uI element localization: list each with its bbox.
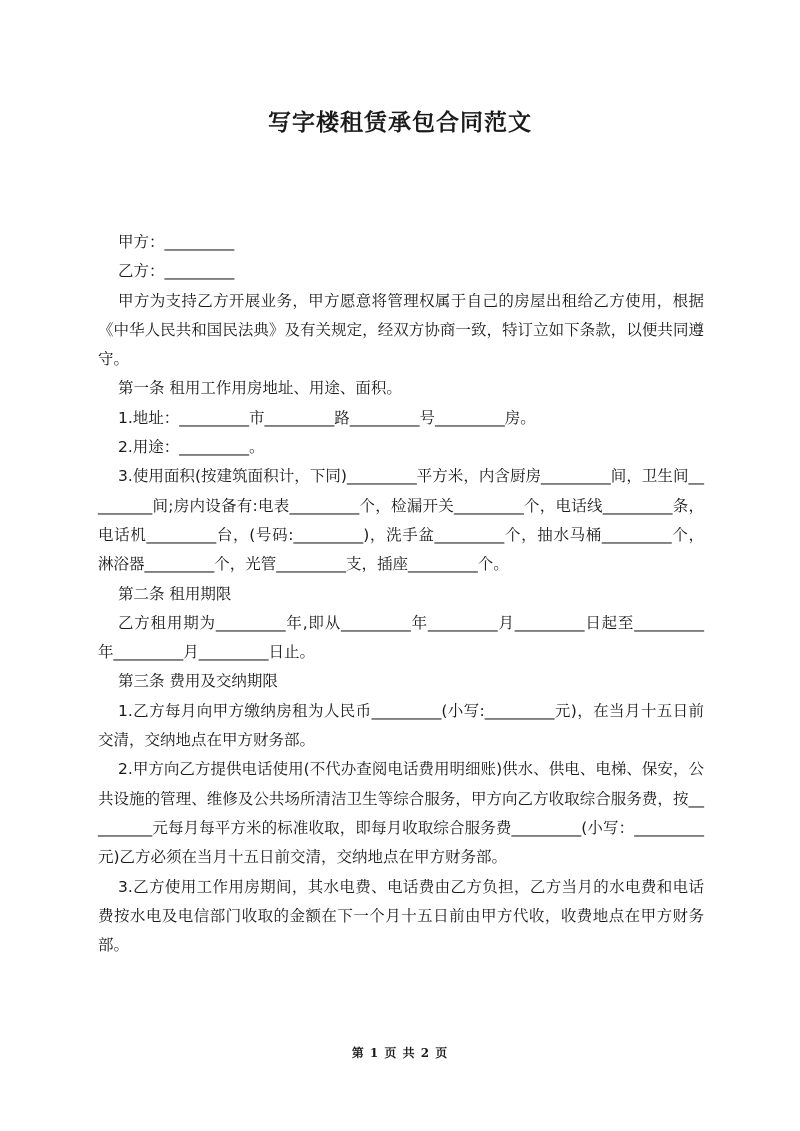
document-body bbox=[98, 228, 704, 960]
party-b-line: 乙方：_________ bbox=[118, 262, 235, 281]
article-1-clause-1: 1.地址：_________市_________路_________号_________房。 bbox=[118, 408, 536, 427]
article-1-clause-3: 3.使用面积(按建筑面积计，下同)_________平方米，内含厨房_________间，卫生间_________间;房内设备有:电表_________个，检漏开关_________个，电话线_________条，电话机_________台，(号码:_________)，洗手盆_________个，抽水马桶_________个，淋浴器_________个，光管_________支，插座_________个。 bbox=[98, 467, 704, 574]
article-2-heading: 第二条 租用期限 bbox=[118, 584, 232, 603]
page-number-footer: 第 1 页 共 2 页 bbox=[351, 1046, 449, 1060]
article-3-heading: 第三条 费用及交纳期限 bbox=[118, 672, 278, 691]
article-3-clause-3: 3.乙方使用工作用房期间，其水电费、电话费由乙方负担，乙方当月的水电费和电话费按水电及电信部门收取的金额在下一个月十五日前由甲方代收，收费地点在甲方财务部。 bbox=[98, 877, 704, 955]
article-2-body: 乙方租用期为_________年,即从_________年_________月_________日起至_________年_________月_________日止。 bbox=[98, 613, 704, 662]
article-1-clause-2: 2.用途：_________。 bbox=[118, 438, 265, 457]
document-title: 写字楼租赁承包合同范文 bbox=[268, 110, 532, 136]
article-3-clause-1: 1.乙方每月向甲方缴纳房租为人民币_________(小写:_________元)，在当月十五日前交清，交纳地点在甲方财务部。 bbox=[98, 701, 704, 750]
party-a-line: 甲方：_________ bbox=[118, 233, 235, 251]
preamble-paragraph: 甲方为支持乙方开展业务，甲方愿意将管理权属于自己的房屋出租给乙方使用，根据《中华人民共和国民法典》及有关规定，经双方协商一致，特订立如下条款，以便共同遵守。 bbox=[98, 291, 704, 369]
article-1-heading: 第一条 租用工作用房地址、用途、面积。 bbox=[118, 379, 402, 398]
article-3-clause-2: 2.甲方向乙方提供电话使用(不代办查阅电话费用明细账)供水、供电、电梯、保安，公共设施的管理、维修及公共场所清洁卫生等综合服务，甲方向乙方收取综合服务费，按_________元每月每平方米的标准收取，即每月收取综合服务费_________(小写：_________元)乙方必须在当月十五日前交清，交纳地点在甲方财务部。 bbox=[98, 760, 704, 867]
